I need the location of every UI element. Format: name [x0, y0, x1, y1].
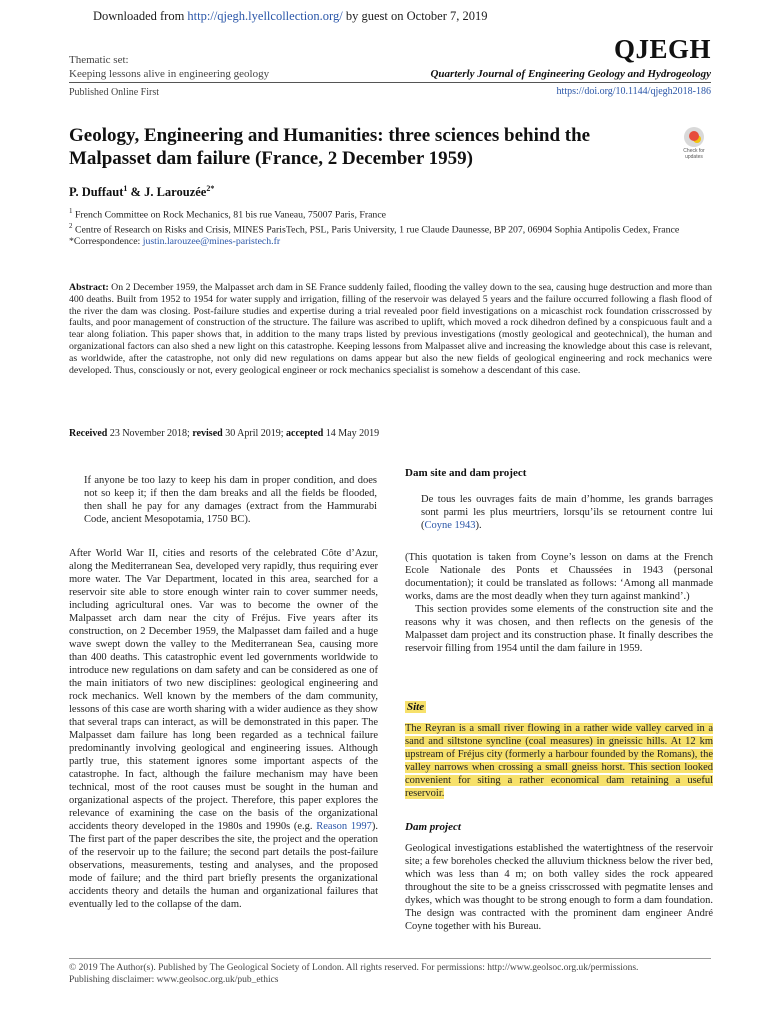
coyne-quote: [421, 493, 713, 532]
intro-paragraph: [69, 547, 378, 911]
accepted-label: accepted: [286, 428, 324, 439]
affiliation-1-text: French Committee on Rock Mechanics, 81 bis rue Vaneau, 75007 Paris, France: [72, 209, 387, 221]
correspondence-label: *Correspondence:: [69, 235, 143, 247]
dam-site-intro: [405, 551, 713, 655]
affiliation-2: [69, 221, 709, 236]
thematic-label: Thematic set:: [69, 54, 129, 66]
coyne-quote-text-b: ).: [475, 520, 482, 531]
check-for-updates-badge[interactable]: [677, 127, 711, 163]
coyne-quote-text-a: De tous les ouvrages faits de main d’homme, les grands barrages sont parmi les plus meurtriers, lorsqu’ils se retournent contre lui (: [421, 494, 713, 531]
revised-date: 30 April 2019;: [222, 428, 287, 439]
intro-text-b: ). The first part of the paper describes the site, the project and the operation of the reservoir up to the failure; the second part details the post-failure observations, measurements, testing and analyses, and the proposed mode of failure; and the third part briefly presents the organizational accidents theory and details the human and organizational failures that eventually led to the collapse of the dam.: [69, 821, 378, 910]
affiliation-1-number: 1: [69, 207, 73, 215]
affiliations: [69, 206, 709, 247]
introduction-text: [69, 547, 378, 911]
author-1: P. Duffaut: [69, 185, 124, 200]
subheading-site: Site: [407, 701, 425, 713]
header-divider: [69, 82, 711, 83]
affiliation-2-text: Centre of Research on Risks and Crisis, MINES ParisTech, PSL, Paris University, 1 rue Claude Daunesse, BP 207, 06904 Sophia Antipolis Cedex, France: [72, 224, 680, 236]
author-separator: &: [127, 185, 145, 200]
received-label: Received: [69, 428, 108, 439]
site-paragraph: [405, 722, 713, 800]
authors: [69, 184, 214, 200]
check-updates-icon: [684, 127, 704, 147]
accepted-date: 14 May 2019: [323, 428, 380, 439]
doi-link[interactable]: https://doi.org/10.1144/qjegh2018-186: [556, 86, 711, 97]
dam-project-paragraph: [405, 842, 713, 933]
journal-abbreviation: QJEGH: [613, 34, 711, 64]
reason-1997-citation[interactable]: Reason 1997: [316, 821, 372, 832]
affiliation-1: [69, 206, 709, 221]
download-link[interactable]: http://qjegh.lyellcollection.org/: [187, 9, 343, 23]
footer-divider: [69, 958, 711, 959]
site-highlighted-text: The Reyran is a small river flowing in a rather wide valley carved in a sand and siltstone syncline (coal measures) in gneissic hills. At 12 km upstream of Fréjus city (formerly a harbour founded by the Romans), the valley narrows when crossing a small gneiss horst. This section looked convenient for siting a rather economical dam retaining a useful reservoir.: [405, 723, 713, 799]
section-heading-dam-site: Dam site and dam project: [405, 467, 527, 479]
received-dates: [69, 428, 379, 439]
affiliation-2-number: 2: [69, 221, 73, 230]
abstract-label: Abstract:: [69, 282, 109, 293]
abstract: [69, 282, 712, 376]
download-notice: [93, 9, 488, 24]
author-2-affil: 2*: [206, 184, 215, 193]
thematic-title: Keeping lessons alive in engineering geology: [69, 68, 270, 80]
copyright-line: © 2019 The Author(s). Published by The Geological Society of London. All rights reserved. For permissions: http://www.geolsoc.org.uk/permissions.: [69, 963, 639, 973]
coyne-1943-citation[interactable]: Coyne 1943: [424, 520, 476, 531]
hammurabi-quote: If anyone be too lazy to keep his dam in proper condition, and does not so keep it; if then the dam breaks and all the fields be flooded, then shall he pay for any damages (extract from the Hammurabi Code, ancient Mesopotamia, 1750 BC).: [84, 475, 377, 525]
correspondence: [69, 236, 709, 248]
footer: [69, 963, 638, 986]
abstract-text: On 2 December 1959, the Malpasset arch dam in SE France suddenly failed, flooding the valley down to the sea, causing huge destruction and more than 400 deaths. Built from 1952 to 1954 for water supply and irrigation, filling of the reservoir was delayed 5 years and the failure occurred following a flash flood of the river the dam was closing. Post-failure studies and expertise during a trial revealed poor field investigations on a micaschist rock foundation crisscrossed by faults, and poor management of construction of the structure. The failure was ascribed to uplift, which moved a rock dihedron defined by a conspicuous fault and a tear along foliation. This paper shows that, in addition to the many traps listed by previous investigations (mostly geological and geotechnical), the human and organizational factors can also shed a new light on this catastrophe. Keeping lessons from Malpasset alive and increasing the knowledge about this case is relevant, as worldwide, after the catastrophe, not only did new regulations on dams appear but also the new fields of geological engineering and rock mechanics were developed. Thus, consciously or not, every geological engineer or rock mechanics specialist is somehow a descendant of this case.: [69, 282, 712, 376]
check-updates-label: Check for updates: [683, 148, 705, 160]
published-online: Published Online First: [69, 87, 160, 98]
site-paragraph-text: [405, 722, 713, 800]
subheading-dam-project: Dam project: [405, 821, 461, 833]
revised-label: revised: [192, 428, 223, 439]
intro-text-a: After World War II, cities and resorts of the celebrated Côte d’Azur, along the Mediterranean Sea, developed very rapidly, thus requiring ever more water. The Var Department, located in this area, searched for a reservoir site able to store enough winter rain to cover summer needs, including agricultural ones. Var was to become the owner of the Malpasset arch dam near the city of Fréjus. Five years after its construction, on 2 December 1959, the Malpasset dam failed and a huge wave swept down the valley to the Mediterranean Sea, causing more than 400 deaths. This catastrophic event led governments worldwide to introduce new regulations on dam safety and can be considered as one of the main initiators of two new disciplines: geological engineering and rock mechanics. Well known by the members of the dam community, lessons of this case are worth sharing with a wider audience as they show that several traps can interact, as will be demonstrated in this paper. The Malpasset dam failure has long been regarded as a technical failure predominantly involving geological and engineering issues. Although partly true, this statement ignores some important aspects of the catastrophe. In fact, although the failure mechanism may have been technical, most of the root causes must be sought in the human and organizational aspects of the project. Therefore, this paper explores the relevance of examining the case on the basis of the organizational accidents theory developed in the 1980s and 1990s (e.g.: [69, 548, 378, 832]
download-prefix: Downloaded from: [93, 9, 188, 23]
thematic-set: [69, 53, 269, 81]
received-date: 23 November 2018;: [107, 428, 193, 439]
disclaimer-line: Publishing disclaimer: www.geolsoc.org.uk/pub_ethics: [69, 974, 279, 985]
translation-paragraph: (This quotation is taken from Coyne’s lesson on dams at the French Ecole Nationale des Ponts et Chaussées in 1943 (personal documentation); it could be translated as follows: ‘Among all manmade works, dams are the most deadly when they turn against mankind’.): [405, 552, 713, 602]
section-overview-paragraph: This section provides some elements of the construction site and the reasons why it was chosen, and then reflects on the genesis of the Malpasset dam project and its construction phase. It finally describes the reservoir filling from 1954 until the dam failure in 1959.: [405, 604, 713, 654]
article-title: Geology, Engineering and Humanities: three sciences behind the Malpasset dam failure (France, 2 December 1959): [69, 125, 591, 169]
journal-full-name: Quarterly Journal of Engineering Geology and Hydrogeology: [430, 68, 711, 80]
correspondence-email-link[interactable]: justin.larouzee@mines-paristech.fr: [142, 235, 281, 247]
dam-project-text: Geological investigations established the watertightness of the reservoir site; a few boreholes checked the alluvium thickness below the river bed, which was less than 4 m; on both valley sides the rock appeared throughout the site to be a gneiss crisscrossed with pegmatite lenses and dykes, which was thought to be strong enough to form a dam foundation. The design was contracted with the prominent dam engineer André Coyne together with his Bureau.: [405, 843, 713, 932]
author-1-affil: 1: [123, 184, 128, 193]
author-2: J. Larouzée: [144, 185, 207, 200]
download-suffix: by guest on October 7, 2019: [342, 9, 488, 23]
